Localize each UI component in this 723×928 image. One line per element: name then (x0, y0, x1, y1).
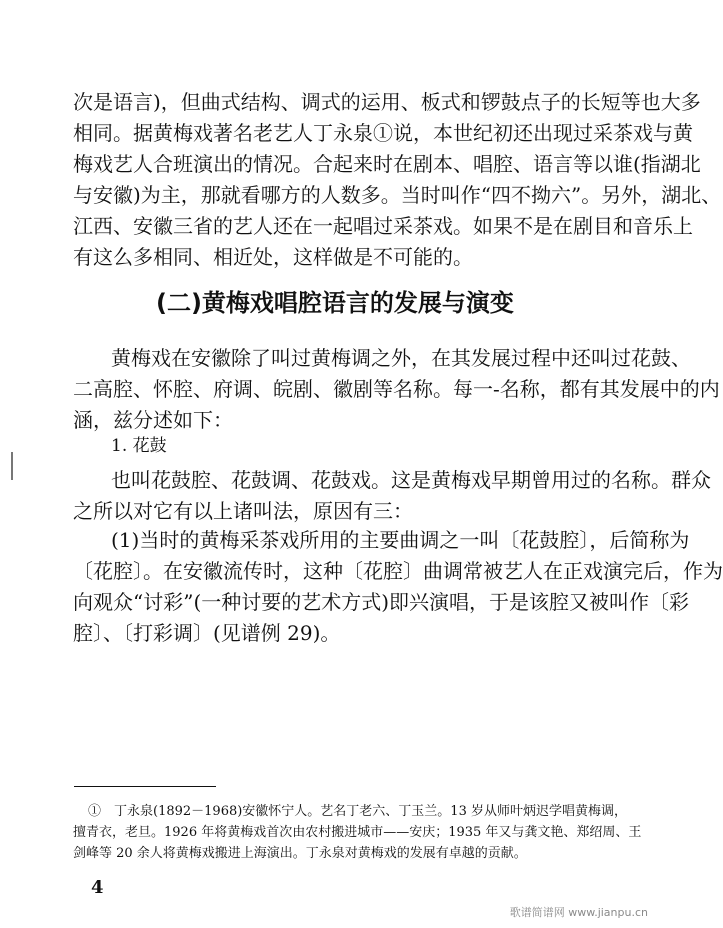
text-line: 次是语言)，但曲式结构、调式的运用、板式和锣鼓点子的长短等也大多 (73, 90, 701, 114)
footnote-line: ① 丁永泉(1892－1968)安徽怀宁人。艺名丁老六、丁玉兰。13 岁从师叶炳迟学唱黄梅调， (88, 804, 627, 819)
text-line: (1)当时的黄梅采茶戏所用的主要曲调之一叫〔花鼓腔〕，后简称为 (111, 528, 690, 552)
margin-mark (11, 452, 13, 480)
text-line: 江西、安徽三省的艺人还在一起唱过采茶戏。如果不是在剧目和音乐上 (73, 214, 693, 238)
watermark: 歌谱简谱网 www.jianpu.cn (509, 906, 648, 919)
footnote-divider (74, 786, 216, 787)
text-line: 〔花腔〕。在安徽流传时，这种〔花腔〕曲调常被艺人在正戏演完后，作为 (73, 559, 723, 583)
text-line: 有这么多相同、相近处，这样做是不可能的。 (73, 245, 473, 269)
text-line: 相同。据黄梅戏著名老艺人丁永泉①说，本世纪初还出现过采茶戏与黄 (73, 121, 693, 145)
footnote-line: 擅青衣，老旦。1926 年将黄梅戏首次由农村搬进城市——安庆；1935 年又与龚文艳、郑绍周、王 (73, 825, 642, 840)
text-line: 涵，兹分述如下： (73, 408, 233, 432)
text-line: 二高腔、怀腔、府调、皖剧、徽剧等名称。每一-名称，都有其发展中的内 (73, 377, 720, 401)
text-line: 梅戏艺人合班演出的情况。合起来时在剧本、唱腔、语言等以谁(指湖北 (73, 152, 701, 176)
text-line: 之所以对它有以上诸叫法，原因有三： (73, 499, 413, 523)
footnote-line: 剑峰等 20 余人将黄梅戏搬进上海演出。丁永泉对黄梅戏的发展有卓越的贡献。 (73, 846, 527, 861)
text-line: 与安徽)为主，那就看哪方的人数多。当时叫作“四不拗六”。另外，湖北、 (73, 183, 722, 207)
subheading-huagu: 1. 花鼓 (111, 436, 167, 456)
text-line: 黄梅戏在安徽除了叫过黄梅调之外，在其发展过程中还叫过花鼓、 (111, 346, 691, 370)
text-line: 腔〕、〔打彩调〕(见谱例 29)。 (73, 621, 341, 645)
text-line: 向观众“讨彩”(一种讨要的艺术方式)即兴演唱，于是该腔又被叫作〔彩 (73, 590, 690, 614)
page-number: 4 (91, 877, 104, 898)
text-line: 也叫花鼓腔、花鼓调、花鼓戏。这是黄梅戏早期曾用过的名称。群众 (111, 468, 711, 492)
section-title: (二)黄梅戏唱腔语言的发展与演变 (156, 289, 514, 317)
